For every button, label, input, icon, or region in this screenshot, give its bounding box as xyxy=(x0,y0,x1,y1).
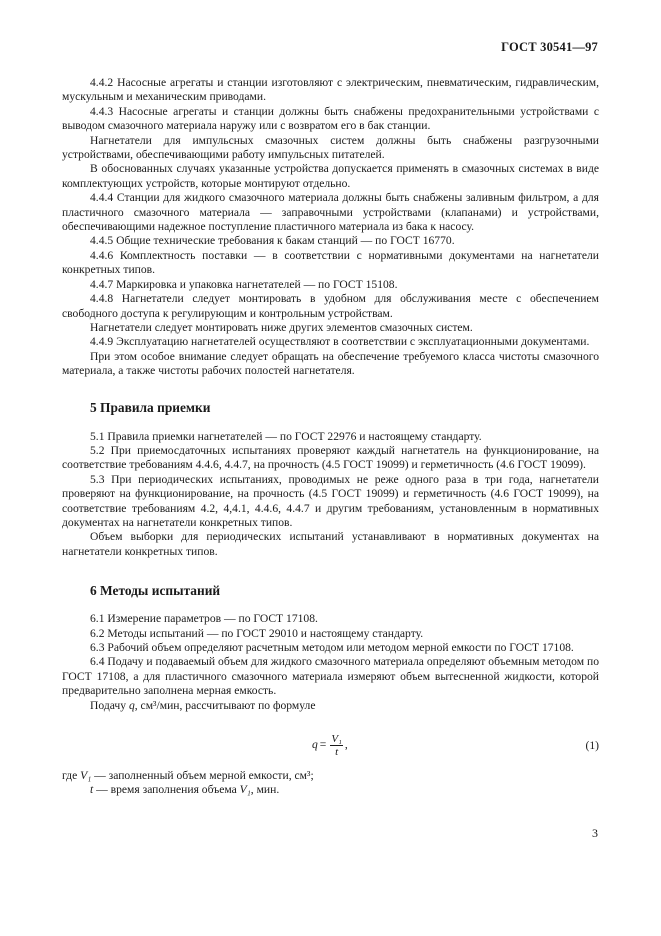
text-run: Подачу xyxy=(90,698,129,712)
text-run: где xyxy=(62,769,81,783)
section-heading: 5 Правила приемки xyxy=(90,399,211,415)
spacer xyxy=(62,559,599,583)
text-run: , см³/мин, рассчитывают по формуле xyxy=(134,698,316,712)
formula-legend-line xyxy=(62,769,599,783)
math-variable: V₁ xyxy=(239,783,251,797)
math-variable: V₁ xyxy=(80,769,92,783)
paragraph: 5.2 При приемосдаточных испытаниях проверяют каждый нагнетатель на функционирование, на соответствие требованиям 4.4.6, 4.4.7, на прочность (4.5 ГОСТ 19099) и герметичность (4.6 ГОСТ 19099). xyxy=(62,443,599,472)
formula-equals: = xyxy=(319,738,327,752)
paragraph: 4.4.4 Станции для жидкого смазочного материала должны быть снабжены заливным фильтром, а для пластичного смазочного материала — заправочными устройствами (клапанами) и устройствами, обеспечивающими надежное поступление пластичного материала из бака к насосу. xyxy=(62,191,599,234)
formula-denominator: t xyxy=(335,746,339,759)
paragraph: 4.4.5 Общие технические требования к бакам станций — по ГОСТ 16770. xyxy=(90,234,455,248)
paragraph: При этом особое внимание следует обращать на обеспечение требуемого класса чистоты смазочного материала, а также чистоты рабочих полостей нагнетателя. xyxy=(62,349,599,378)
paragraph: 4.4.8 Нагнетатели следует монтировать в удобном для обслуживания месте с обеспечением свободного доступа к регулирующим и контрольным устройствам. xyxy=(62,292,599,320)
spacer xyxy=(62,379,599,400)
paragraph: 4.4.7 Маркировка и упаковка нагнетателей — по ГОСТ 15108. xyxy=(90,277,398,291)
spacer xyxy=(62,599,599,612)
paragraph: 4.4.3 Насосные агрегаты и станции должны быть снабжены предохранительными устройствами с выводом смазочного материала наружу или с возвратом его в бак станции. xyxy=(62,104,599,133)
paragraph: 6.1 Измерение параметров — по ГОСТ 17108. xyxy=(90,612,318,626)
formula-fraction xyxy=(330,733,343,758)
page-number: 3 xyxy=(592,826,598,840)
text-run: — заполненный объем мерной емкости, см³; xyxy=(91,769,314,783)
formula-legend-line xyxy=(62,783,599,797)
section-heading: 6 Методы испытаний xyxy=(90,583,221,599)
math-variable: q xyxy=(128,698,135,712)
paragraph: 6.2 Методы испытаний — по ГОСТ 29010 и настоящему стандарту. xyxy=(90,626,424,640)
text-run: — время заполнения объема xyxy=(93,783,240,797)
math-variable: t xyxy=(90,783,94,797)
formula-numerator: V₁ xyxy=(331,733,342,746)
paragraph: 4.4.2 Насосные агрегаты и станции изготовляют с электрическим, пневматическим, гидравлическим, мускульным и механическим приводами. xyxy=(62,76,599,104)
formula-lhs: q xyxy=(312,738,318,752)
paragraph: 6.4 Подачу и подаваемый объем для жидкого смазочного материала определяют объемным методом по ГОСТ 17108, а для пластичного смазочного материала измеряют объем вытесненной жидкости, которой предварительно заполнена мерная емкость. xyxy=(62,655,599,698)
paragraph: 4.4.9 Эксплуатацию нагнетателей осуществляют в соответствии с эксплуатационными документами. xyxy=(90,335,590,349)
formula-expression xyxy=(312,733,348,758)
paragraph xyxy=(62,699,599,713)
paragraph: В обоснованных случаях указанные устройства допускается применять в смазочных системах в виде комплектующих устройств, которые монтируют отдельно. xyxy=(62,162,599,190)
paragraph: 5.1 Правила приемки нагнетателей — по ГОСТ 22976 и настоящему стандарту. xyxy=(90,429,482,443)
spacer xyxy=(62,416,599,430)
paragraph: 6.3 Рабочий объем определяют расчетным методом или методом мерной емкости по ГОСТ 17108. xyxy=(90,641,574,654)
formula-block xyxy=(62,723,599,769)
paragraph: Объем выборки для периодических испытаний устанавливают в нормативных документах на нагнетатели конкретных типов. xyxy=(62,530,599,558)
paragraph: 4.4.6 Комплектность поставки — в соответствии с нормативными документами на нагнетатели конкретных типов. xyxy=(62,248,599,277)
paragraph: 5.3 При периодических испытаниях, проводимых не реже одного раза в три года, нагнетатели проверяют на функционирование, на прочность (4.5 ГОСТ 19099) и герметичность (4.6 ГОСТ 19099), на соответствие требованиям 4.2, 4,4.1, 4.4.6, 4.4.7 и другим требованиям, установленным в нормативных документах на нагнетатели конкретных типов. xyxy=(62,472,599,529)
document-body xyxy=(62,76,599,798)
paragraph: Нагнетатели следует монтировать ниже других элементов смазочных систем. xyxy=(90,320,473,334)
paragraph: Нагнетатели для импульсных смазочных систем должны быть снабжены разгрузочными устройствами, обеспечивающими работу импульсных питателей. xyxy=(62,133,599,162)
formula-number: (1) xyxy=(585,739,599,753)
document-header: ГОСТ 30541—97 xyxy=(501,40,598,54)
formula-tail: , xyxy=(344,738,348,752)
text-run: , мин. xyxy=(250,783,280,797)
